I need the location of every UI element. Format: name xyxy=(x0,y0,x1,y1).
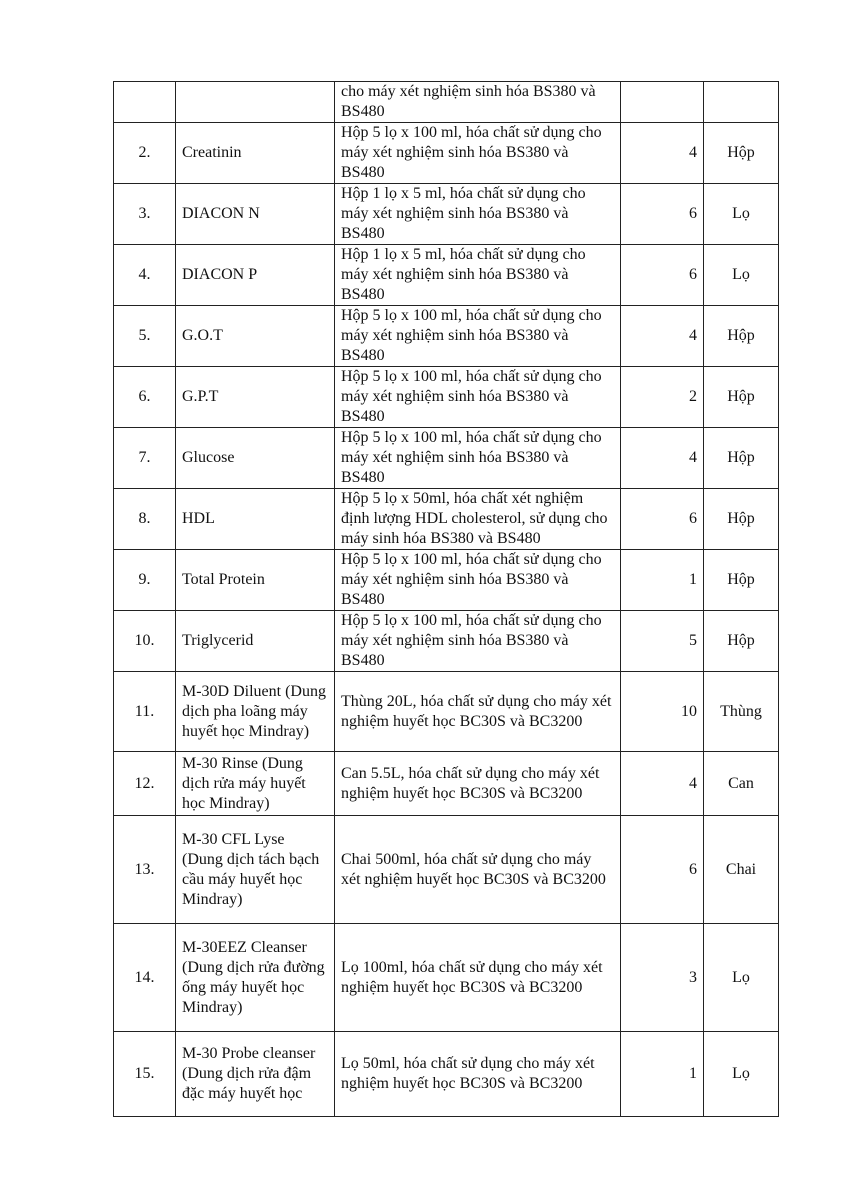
item-spec: Hộp 1 lọ x 5 ml, hóa chất sử dụng cho máy xét nghiệm sinh hóa BS380 và BS480 xyxy=(335,184,621,245)
item-name: Triglycerid xyxy=(176,611,335,672)
item-name: G.P.T xyxy=(176,367,335,428)
item-name: Creatinin xyxy=(176,123,335,184)
table-row xyxy=(114,752,779,816)
table-row xyxy=(114,611,779,672)
row-number: 4. xyxy=(114,245,176,306)
item-name: M-30 CFL Lyse (Dung dịch tách bạch cầu máy huyết học Mindray) xyxy=(176,816,335,924)
row-number: 12. xyxy=(114,752,176,816)
item-quantity: 6 xyxy=(621,816,704,924)
table-row xyxy=(114,672,779,752)
table-row xyxy=(114,123,779,184)
item-quantity: 6 xyxy=(621,245,704,306)
item-name: HDL xyxy=(176,489,335,550)
item-unit: Hộp xyxy=(704,550,779,611)
row-number: 6. xyxy=(114,367,176,428)
row-number: 15. xyxy=(114,1032,176,1117)
item-spec: Chai 500ml, hóa chất sử dụng cho máy xét nghiệm huyết học BC30S và BC3200 xyxy=(335,816,621,924)
row-number: 11. xyxy=(114,672,176,752)
item-quantity: 4 xyxy=(621,752,704,816)
item-quantity: 6 xyxy=(621,489,704,550)
row-number: 3. xyxy=(114,184,176,245)
table-row xyxy=(114,245,779,306)
item-quantity: 4 xyxy=(621,306,704,367)
item-spec: Can 5.5L, hóa chất sử dụng cho máy xét nghiệm huyết học BC30S và BC3200 xyxy=(335,752,621,816)
item-name: M-30D Diluent (Dung dịch pha loãng máy huyết học Mindray) xyxy=(176,672,335,752)
item-name: M-30 Probe cleanser (Dung dịch rửa đậm đặc máy huyết học xyxy=(176,1032,335,1117)
item-spec: Lọ 50ml, hóa chất sử dụng cho máy xét nghiệm huyết học BC30S và BC3200 xyxy=(335,1032,621,1117)
table-row xyxy=(114,184,779,245)
item-unit: Hộp xyxy=(704,428,779,489)
item-unit: Can xyxy=(704,752,779,816)
item-quantity: 10 xyxy=(621,672,704,752)
table-row xyxy=(114,816,779,924)
item-unit: Thùng xyxy=(704,672,779,752)
item-spec: Lọ 100ml, hóa chất sử dụng cho máy xét nghiệm huyết học BC30S và BC3200 xyxy=(335,924,621,1032)
item-unit: Lọ xyxy=(704,1032,779,1117)
item-spec: cho máy xét nghiệm sinh hóa BS380 và BS480 xyxy=(335,82,621,123)
item-spec: Hộp 5 lọ x 100 ml, hóa chất sử dụng cho máy xét nghiệm sinh hóa BS380 và BS480 xyxy=(335,367,621,428)
item-quantity: 1 xyxy=(621,550,704,611)
item-name: Glucose xyxy=(176,428,335,489)
row-number: 7. xyxy=(114,428,176,489)
item-quantity: 5 xyxy=(621,611,704,672)
row-number: 2. xyxy=(114,123,176,184)
items-table xyxy=(113,81,779,1117)
item-unit: Chai xyxy=(704,816,779,924)
item-quantity: 4 xyxy=(621,123,704,184)
table-row xyxy=(114,924,779,1032)
item-unit: Hộp xyxy=(704,123,779,184)
row-number: 10. xyxy=(114,611,176,672)
table-row xyxy=(114,550,779,611)
item-unit: Hộp xyxy=(704,367,779,428)
item-spec: Hộp 5 lọ x 100 ml, hóa chất sử dụng cho máy xét nghiệm sinh hóa BS380 và BS480 xyxy=(335,306,621,367)
item-quantity: 1 xyxy=(621,1032,704,1117)
item-quantity: 2 xyxy=(621,367,704,428)
item-unit: Lọ xyxy=(704,184,779,245)
row-number: 13. xyxy=(114,816,176,924)
table-row xyxy=(114,428,779,489)
item-spec: Hộp 5 lọ x 100 ml, hóa chất sử dụng cho máy xét nghiệm sinh hóa BS380 và BS480 xyxy=(335,123,621,184)
item-name xyxy=(176,82,335,123)
items-table-body xyxy=(114,82,779,1117)
item-quantity xyxy=(621,82,704,123)
item-name: M-30EEZ Cleanser (Dung dịch rửa đường ống máy huyết học Mindray) xyxy=(176,924,335,1032)
row-number xyxy=(114,82,176,123)
item-spec: Hộp 5 lọ x 50ml, hóa chất xét nghiệm định lượng HDL cholesterol, sử dụng cho máy sinh hóa BS380 và BS480 xyxy=(335,489,621,550)
row-number: 5. xyxy=(114,306,176,367)
table-row xyxy=(114,82,779,123)
item-quantity: 6 xyxy=(621,184,704,245)
table-row xyxy=(114,367,779,428)
row-number: 9. xyxy=(114,550,176,611)
item-name: G.O.T xyxy=(176,306,335,367)
table-row xyxy=(114,306,779,367)
item-name: DIACON P xyxy=(176,245,335,306)
item-spec: Hộp 1 lọ x 5 ml, hóa chất sử dụng cho máy xét nghiệm sinh hóa BS380 và BS480 xyxy=(335,245,621,306)
item-spec: Hộp 5 lọ x 100 ml, hóa chất sử dụng cho máy xét nghiệm sinh hóa BS380 và BS480 xyxy=(335,611,621,672)
item-unit: Hộp xyxy=(704,306,779,367)
item-name: Total Protein xyxy=(176,550,335,611)
item-quantity: 3 xyxy=(621,924,704,1032)
item-unit: Hộp xyxy=(704,489,779,550)
item-unit: Hộp xyxy=(704,611,779,672)
item-unit xyxy=(704,82,779,123)
item-unit: Lọ xyxy=(704,924,779,1032)
item-name: M-30 Rinse (Dung dịch rửa máy huyết học Mindray) xyxy=(176,752,335,816)
row-number: 8. xyxy=(114,489,176,550)
table-row xyxy=(114,1032,779,1117)
item-quantity: 4 xyxy=(621,428,704,489)
item-name: DIACON N xyxy=(176,184,335,245)
item-spec: Thùng 20L, hóa chất sử dụng cho máy xét nghiệm huyết học BC30S và BC3200 xyxy=(335,672,621,752)
item-spec: Hộp 5 lọ x 100 ml, hóa chất sử dụng cho máy xét nghiệm sinh hóa BS380 và BS480 xyxy=(335,550,621,611)
row-number: 14. xyxy=(114,924,176,1032)
table-row xyxy=(114,489,779,550)
item-unit: Lọ xyxy=(704,245,779,306)
item-spec: Hộp 5 lọ x 100 ml, hóa chất sử dụng cho máy xét nghiệm sinh hóa BS380 và BS480 xyxy=(335,428,621,489)
